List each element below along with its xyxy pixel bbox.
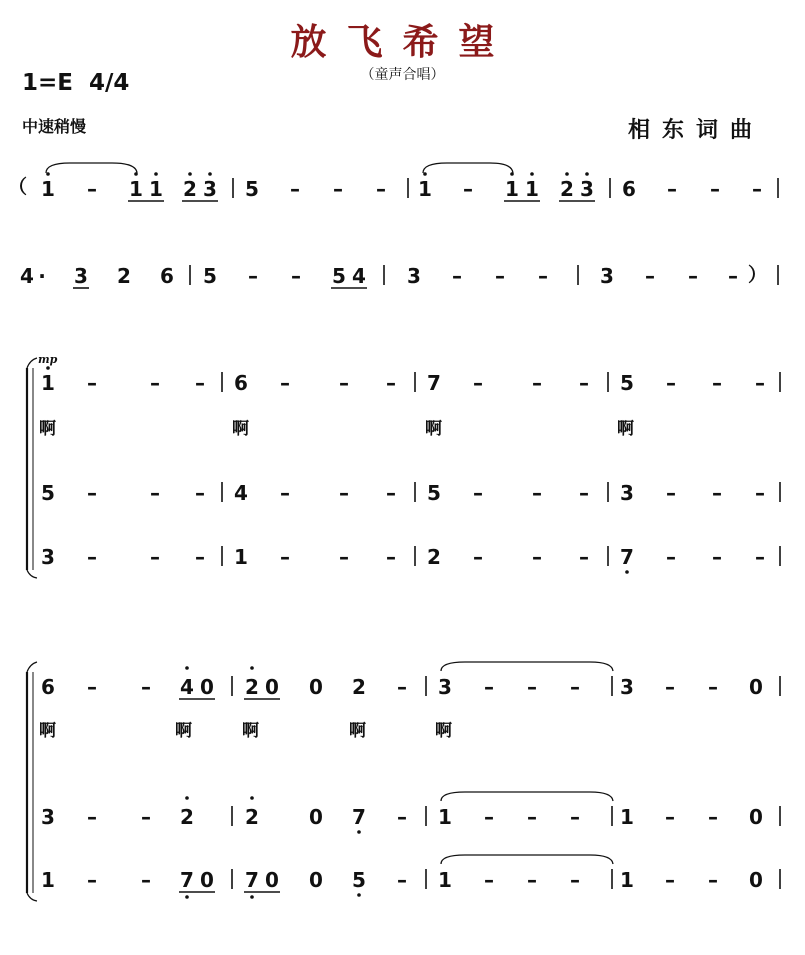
note: 3 bbox=[74, 264, 88, 288]
dash: – bbox=[570, 868, 580, 892]
key-signature: 1=E 4/4 bbox=[22, 70, 130, 96]
octave-dot-high bbox=[185, 666, 189, 670]
note: 5 bbox=[245, 177, 259, 201]
dash: – bbox=[755, 481, 765, 505]
dash: – bbox=[667, 177, 677, 201]
octave-dot-high bbox=[134, 172, 138, 176]
note: 0 bbox=[200, 868, 214, 892]
lyric-syllable: 啊 bbox=[175, 721, 192, 741]
dash: – bbox=[339, 545, 349, 569]
dash: – bbox=[570, 805, 580, 829]
note: 0 bbox=[749, 675, 763, 699]
note: 3 bbox=[407, 264, 421, 288]
note: 0 bbox=[309, 805, 323, 829]
lyric-syllable: 啊 bbox=[232, 419, 249, 439]
dash: – bbox=[280, 545, 290, 569]
octave-dot-low bbox=[625, 570, 629, 574]
dash: – bbox=[484, 805, 494, 829]
octave-dot-high bbox=[185, 796, 189, 800]
note: 1 bbox=[438, 805, 452, 829]
intro-paren-open: （ bbox=[8, 176, 28, 198]
dash: – bbox=[280, 481, 290, 505]
octave-dot-low bbox=[357, 893, 361, 897]
dash: – bbox=[452, 264, 462, 288]
note: 3 bbox=[620, 481, 634, 505]
dash: – bbox=[538, 264, 548, 288]
note: 4 bbox=[234, 481, 248, 505]
note: 5 bbox=[427, 481, 441, 505]
note: 2 bbox=[245, 805, 259, 829]
dash: – bbox=[495, 264, 505, 288]
note: 0 bbox=[309, 868, 323, 892]
system-bracket bbox=[27, 662, 37, 672]
note: 1 bbox=[149, 177, 163, 201]
dash: – bbox=[150, 371, 160, 395]
dash: – bbox=[291, 264, 301, 288]
dash: – bbox=[708, 675, 718, 699]
slur bbox=[441, 855, 613, 864]
dash: – bbox=[579, 371, 589, 395]
dash: – bbox=[386, 545, 396, 569]
dash: – bbox=[339, 371, 349, 395]
note: 1 bbox=[41, 177, 55, 201]
dash: – bbox=[386, 481, 396, 505]
octave-dot-high bbox=[154, 172, 158, 176]
lyric-syllable: 啊 bbox=[435, 721, 452, 741]
note: 5 bbox=[332, 264, 346, 288]
note: 4 bbox=[20, 264, 34, 288]
note: 2 bbox=[183, 177, 197, 201]
note: 3 bbox=[41, 545, 55, 569]
note: 6 bbox=[160, 264, 174, 288]
note: 4 bbox=[180, 675, 194, 699]
system-bracket bbox=[27, 570, 37, 578]
note: 0 bbox=[749, 868, 763, 892]
note: 1 bbox=[418, 177, 432, 201]
note: 2 bbox=[245, 675, 259, 699]
dash: – bbox=[712, 481, 722, 505]
note: 3 bbox=[41, 805, 55, 829]
dash: – bbox=[376, 177, 386, 201]
dash: – bbox=[397, 675, 407, 699]
dash: – bbox=[195, 371, 205, 395]
dash: – bbox=[150, 481, 160, 505]
octave-dot-high bbox=[585, 172, 589, 176]
note: 1 bbox=[41, 371, 55, 395]
lyric-syllable: 啊 bbox=[242, 721, 259, 741]
note: 0 bbox=[309, 675, 323, 699]
note: 7 bbox=[180, 868, 194, 892]
octave-dot-high bbox=[250, 796, 254, 800]
score-subtitle: （童声合唱） bbox=[360, 67, 445, 83]
dash: – bbox=[570, 675, 580, 699]
lyric-syllable: 啊 bbox=[349, 721, 366, 741]
note: 4 bbox=[352, 264, 366, 288]
lyric-syllable: 啊 bbox=[425, 419, 442, 439]
note: 7 bbox=[427, 371, 441, 395]
slur bbox=[423, 163, 513, 173]
dash: – bbox=[397, 868, 407, 892]
note: 1 bbox=[525, 177, 539, 201]
octave-dot-low bbox=[250, 895, 254, 899]
dash: – bbox=[527, 805, 537, 829]
dash: – bbox=[527, 868, 537, 892]
dash: – bbox=[579, 545, 589, 569]
dash: – bbox=[710, 177, 720, 201]
note: 6 bbox=[234, 371, 248, 395]
dash: – bbox=[712, 545, 722, 569]
dash: – bbox=[665, 868, 675, 892]
dash: – bbox=[666, 545, 676, 569]
lyric-syllable: 啊 bbox=[39, 721, 56, 741]
note: 1 bbox=[438, 868, 452, 892]
octave-dot-high bbox=[250, 666, 254, 670]
slur bbox=[441, 792, 613, 801]
dash: – bbox=[755, 545, 765, 569]
dash: – bbox=[141, 675, 151, 699]
dash: – bbox=[280, 371, 290, 395]
octave-dot-low bbox=[185, 895, 189, 899]
dash: – bbox=[484, 868, 494, 892]
dash: – bbox=[666, 371, 676, 395]
octave-dot-low bbox=[357, 830, 361, 834]
note: 1 bbox=[234, 545, 248, 569]
note: 1 bbox=[620, 805, 634, 829]
lyric-syllable: 啊 bbox=[39, 419, 56, 439]
dynamic-mp: mp bbox=[38, 353, 58, 366]
dash: – bbox=[666, 481, 676, 505]
tempo-marking: 中速稍慢 bbox=[22, 117, 87, 136]
note: 3 bbox=[438, 675, 452, 699]
note: 7 bbox=[245, 868, 259, 892]
note: 0 bbox=[265, 675, 279, 699]
note: 5 bbox=[203, 264, 217, 288]
dash: – bbox=[532, 481, 542, 505]
dash: – bbox=[397, 805, 407, 829]
dash: – bbox=[150, 545, 160, 569]
octave-dot-high bbox=[46, 172, 50, 176]
dash: – bbox=[755, 371, 765, 395]
note: 3 bbox=[600, 264, 614, 288]
dash: – bbox=[87, 177, 97, 201]
dash: – bbox=[473, 371, 483, 395]
dash: – bbox=[752, 177, 762, 201]
dash: – bbox=[87, 675, 97, 699]
dash: – bbox=[195, 545, 205, 569]
note: 0 bbox=[265, 868, 279, 892]
dash: – bbox=[712, 371, 722, 395]
dash: – bbox=[665, 675, 675, 699]
dash: – bbox=[473, 545, 483, 569]
slur bbox=[441, 662, 613, 671]
dash: – bbox=[87, 545, 97, 569]
dash: – bbox=[141, 868, 151, 892]
lyric-syllable: 啊 bbox=[617, 419, 634, 439]
dash: – bbox=[333, 177, 343, 201]
note: 1 bbox=[41, 868, 55, 892]
note: 5 bbox=[41, 481, 55, 505]
note: 7 bbox=[620, 545, 634, 569]
dash: – bbox=[248, 264, 258, 288]
dash: – bbox=[141, 805, 151, 829]
dash: – bbox=[579, 481, 589, 505]
dash: – bbox=[87, 481, 97, 505]
dash: – bbox=[728, 264, 738, 288]
note: 3 bbox=[580, 177, 594, 201]
note: 2 bbox=[560, 177, 574, 201]
dash: – bbox=[473, 481, 483, 505]
note: 0 bbox=[200, 675, 214, 699]
note: 1 bbox=[129, 177, 143, 201]
dash: – bbox=[87, 805, 97, 829]
dash: – bbox=[87, 868, 97, 892]
note: 6 bbox=[622, 177, 636, 201]
dot: · bbox=[38, 264, 46, 288]
dash: – bbox=[290, 177, 300, 201]
dash: – bbox=[532, 371, 542, 395]
dash: – bbox=[527, 675, 537, 699]
note: 2 bbox=[117, 264, 131, 288]
dash: – bbox=[463, 177, 473, 201]
intro-paren-close: ） bbox=[748, 264, 768, 286]
dash: – bbox=[386, 371, 396, 395]
dash: – bbox=[688, 264, 698, 288]
note: 0 bbox=[749, 805, 763, 829]
note: 6 bbox=[41, 675, 55, 699]
note: 1 bbox=[620, 868, 634, 892]
dash: – bbox=[484, 675, 494, 699]
slur bbox=[46, 163, 137, 173]
system-bracket bbox=[27, 893, 37, 901]
system-bracket bbox=[27, 358, 37, 368]
dash: – bbox=[195, 481, 205, 505]
note: 3 bbox=[203, 177, 217, 201]
author-credit: 相东词曲 bbox=[628, 118, 765, 143]
octave-dot-high bbox=[530, 172, 534, 176]
note: 7 bbox=[352, 805, 366, 829]
note: 5 bbox=[352, 868, 366, 892]
dash: – bbox=[532, 545, 542, 569]
octave-dot-high bbox=[46, 366, 50, 370]
octave-dot-high bbox=[510, 172, 514, 176]
octave-dot-high bbox=[208, 172, 212, 176]
dash: – bbox=[708, 868, 718, 892]
dash: – bbox=[645, 264, 655, 288]
note: 2 bbox=[427, 545, 441, 569]
dash: – bbox=[87, 371, 97, 395]
note: 1 bbox=[505, 177, 519, 201]
note: 2 bbox=[352, 675, 366, 699]
dash: – bbox=[665, 805, 675, 829]
note: 2 bbox=[180, 805, 194, 829]
dash: – bbox=[339, 481, 349, 505]
score-title: 放飞希望 bbox=[290, 21, 515, 63]
note: 5 bbox=[620, 371, 634, 395]
note: 3 bbox=[620, 675, 634, 699]
dash: – bbox=[708, 805, 718, 829]
octave-dot-high bbox=[565, 172, 569, 176]
octave-dot-high bbox=[188, 172, 192, 176]
octave-dot-high bbox=[423, 172, 427, 176]
